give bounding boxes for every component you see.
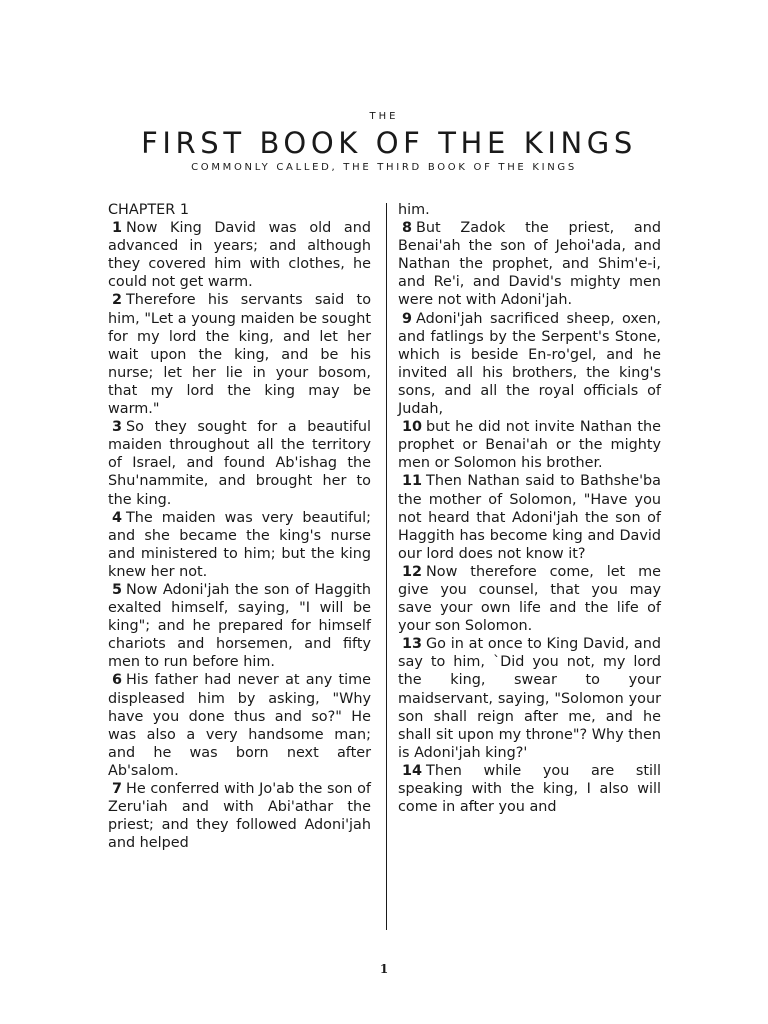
page-number: 1 — [379, 962, 389, 976]
left-verse-list — [108, 219, 371, 852]
verse-text: Therefore his servants said to him, "Let a young maiden be sought for my lord the king, and let her wait upon the king, and be his nurse; let her lie in your bosom, that my lord the king may be warm." — [108, 292, 371, 418]
verse — [398, 219, 661, 309]
verse-number: 13 — [402, 636, 423, 653]
verse-text: Now therefore come, let me give you counsel, that you may save your own life and the life of your son Solomon. — [398, 563, 661, 635]
verse-number: 10 — [402, 419, 423, 436]
verse-number: 7 — [112, 781, 123, 797]
verse-text: But Zadok the priest, and Benai'ah the son of Jehoi'ada, and Nathan the prophet, and Shim'e-i, and Re'i, and David's mighty men were not with Adoni'jah. — [398, 220, 661, 309]
verse-number: 6 — [112, 672, 123, 689]
verse — [398, 201, 661, 219]
verse — [398, 472, 661, 562]
verse-number: 9 — [402, 310, 413, 327]
verse-text: Then while you are still speaking with the king, I also will come in after you and — [398, 762, 661, 816]
verse — [108, 291, 371, 418]
verse-number: 1 — [112, 220, 123, 237]
book-subtitle: COMMONLY CALLED, THE THIRD BOOK OF THE KINGS — [191, 162, 577, 173]
verse — [108, 509, 371, 581]
verse-text: Now Adoni'jah the son of Haggith exalted himself, saying, "I will be king"; and he prepared for himself chariots and horsemen, and fifty men to run before him. — [108, 581, 371, 671]
verse — [108, 219, 371, 291]
verse — [398, 310, 661, 419]
verse — [398, 762, 661, 816]
right-verse-list — [398, 201, 661, 816]
verse-text: Now King David was old and advanced in years; and although they covered him with clothes, he could not get warm. — [108, 220, 371, 291]
verse — [108, 671, 371, 780]
verse-number: 4 — [112, 509, 123, 526]
verse-number: 5 — [112, 581, 123, 598]
verse-text: but he did not invite Nathan the prophet or Benai'ah or the mighty men or Solomon his brother. — [398, 419, 661, 472]
verse-text: Then Nathan said to Bathshe'ba the mother of Solomon, "Have you not heard that Adoni'jah the son of Haggith has become king and David our lord does not know it? — [398, 473, 661, 562]
verse-text: Go in at once to King David, and say to him, `Did you not, my lord the king, swear to your maidservant, saying, "Solomon your son shall reign after me, and he shall sit upon my throne"? Why then is Adoni'jah king?' — [398, 636, 661, 761]
verse-number: 14 — [402, 762, 423, 779]
verse-number: 11 — [402, 473, 423, 490]
verse-text: He conferred with Jo'ab the son of Zeru'iah and with Abi'athar the priest; and they followed Adoni'jah and helped — [108, 781, 371, 852]
verse-text: His father had never at any time displeased him by asking, "Why have you done thus and so?" He was also a very handsome man; and he was born next after Ab'salom. — [108, 672, 371, 779]
book-pre-title: THE — [369, 111, 399, 122]
verse-text: Adoni'jah sacrificed sheep, oxen, and fatlings by the Serpent's Stone, which is beside En-ro'gel, and he invited all his brothers, the king's sons, and all the royal officials of Judah, — [398, 310, 661, 418]
right-text-column — [398, 201, 661, 816]
column-divider — [386, 203, 387, 930]
verse-number: 3 — [112, 419, 123, 436]
verse — [108, 581, 371, 671]
verse-text: him. — [398, 202, 430, 218]
verse-number: 2 — [112, 292, 123, 309]
verse — [398, 418, 661, 472]
verse — [108, 418, 371, 508]
verse — [108, 780, 371, 852]
verse — [398, 635, 661, 762]
left-text-column — [108, 201, 371, 852]
chapter-heading: CHAPTER 1 — [108, 202, 190, 218]
verse-text: The maiden was very beautiful; and she became the king's nurse and ministered to him; but the king knew her not. — [108, 509, 371, 580]
verse — [398, 563, 661, 635]
verse-text: So they sought for a beautiful maiden throughout all the territory of Israel, and found Ab'ishag the Shu'nammite, and brought her to the king. — [108, 419, 371, 508]
verse-number: 12 — [402, 563, 423, 580]
book-title: FIRST BOOK OF THE KINGS — [141, 126, 637, 160]
verse-number: 8 — [402, 220, 413, 237]
